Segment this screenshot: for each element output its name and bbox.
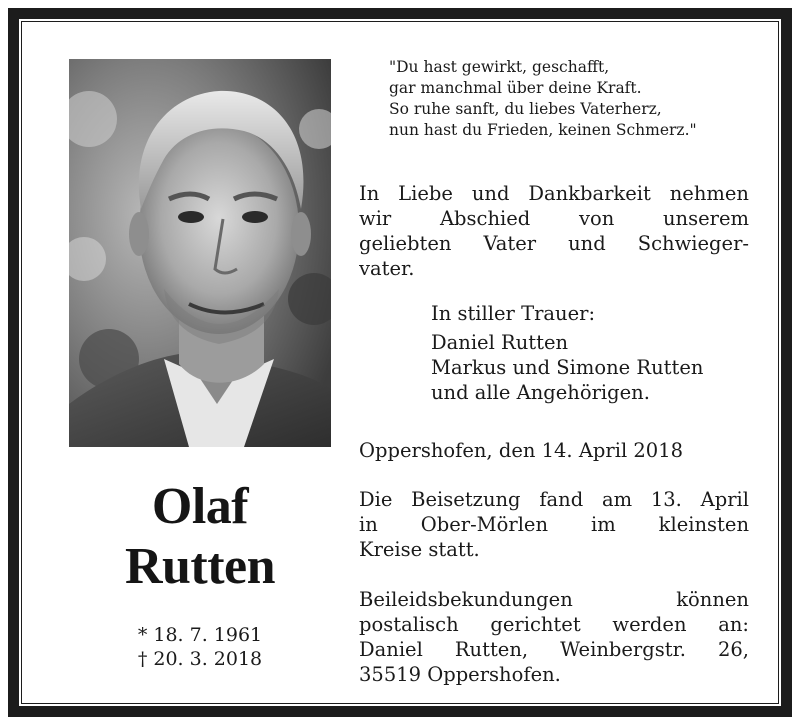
mourner-name: Daniel Rutten xyxy=(431,331,569,354)
burial-line: in Ober-Mörlen im kleinsten xyxy=(359,513,749,536)
poem-line: So ruhe sanft, du liebes Vaterherz, xyxy=(389,100,662,118)
condolences-line: 35519 Oppershofen. xyxy=(359,663,561,686)
farewell-line: vater. xyxy=(359,257,415,280)
poem-verse xyxy=(389,57,697,141)
farewell-paragraph xyxy=(359,181,749,281)
burial-paragraph xyxy=(359,487,749,562)
mourner-name: und alle Angehörigen. xyxy=(431,381,650,404)
condolences-line: postalisch gerichtet werden an: xyxy=(359,613,749,636)
obituary-frame xyxy=(8,8,792,717)
portrait-photo xyxy=(69,59,331,447)
farewell-line: wir Abschied von unserem xyxy=(359,207,749,230)
farewell-line: In Liebe und Dankbarkeit nehmen xyxy=(359,182,749,205)
mourners-block xyxy=(431,301,761,405)
birth-date: * 18. 7. 1961 xyxy=(137,624,263,646)
place-and-date: Oppershofen, den 14. April 2018 xyxy=(359,439,684,462)
mourners-heading: In stiller Trauer: xyxy=(431,302,596,325)
burial-line: Kreise statt. xyxy=(359,538,480,561)
condolences-line: Beileidsbekundungen können xyxy=(359,588,749,611)
portrait-image xyxy=(69,59,331,447)
deceased-last-name: Rutten xyxy=(124,538,276,595)
mourner-name: Markus und Simone Rutten xyxy=(431,356,704,379)
deceased-first-name: Olaf xyxy=(151,478,249,535)
poem-line: gar manchmal über deine Kraft. xyxy=(389,79,642,97)
condolences-paragraph xyxy=(359,587,749,687)
poem-line: nun hast du Frieden, keinen Schmerz." xyxy=(389,121,697,139)
burial-line: Die Beisetzung fand am 13. April xyxy=(359,488,749,511)
death-date: † 20. 3. 2018 xyxy=(137,648,263,670)
condolences-line: Daniel Rutten, Weinbergstr. 26, xyxy=(359,638,749,661)
poem-line: "Du hast gewirkt, geschafft, xyxy=(389,58,610,76)
farewell-line: geliebten Vater und Schwieger- xyxy=(359,232,749,255)
